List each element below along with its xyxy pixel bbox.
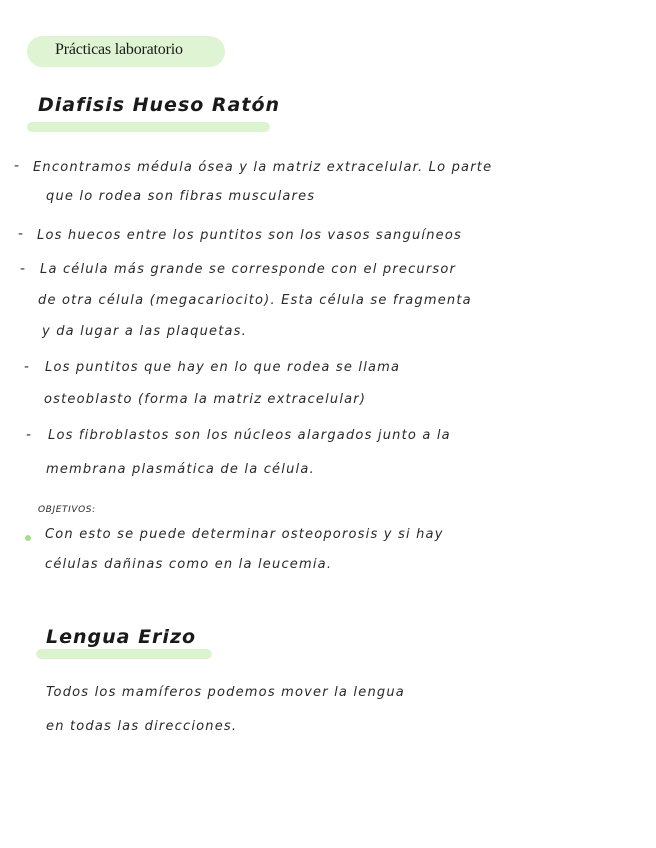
section1-heading: Diafisis Hueso Ratón	[38, 94, 281, 116]
bullet-marker: -	[24, 359, 30, 375]
section2-heading: Lengua Erizo	[46, 626, 197, 648]
note-line: Los huecos entre los puntitos son los vasos sanguíneos	[37, 228, 462, 243]
note-line: células dañinas como en la leucemia.	[45, 557, 333, 572]
note-line: que lo rodea son fibras musculares	[46, 189, 316, 204]
note-line: y da lugar a las plaquetas.	[42, 324, 247, 339]
note-line: Encontramos médula ósea y la matriz extracelular. Lo parte	[33, 160, 493, 175]
note-line: membrana plasmática de la célula.	[46, 462, 315, 477]
bullet-marker: -	[14, 158, 20, 174]
note-line: Los puntitos que hay en lo que rodea se llama	[45, 360, 401, 375]
objectives-label: OBJETIVOS:	[38, 505, 96, 515]
note-line: Con esto se puede determinar osteoporosis y si hay	[45, 527, 444, 542]
objectives-bullet-icon	[25, 535, 31, 541]
page-title: Prácticas laboratorio	[55, 41, 183, 58]
note-line: Todos los mamíferos podemos mover la lengua	[46, 685, 405, 700]
bullet-marker: -	[20, 261, 26, 277]
section2-highlight	[36, 649, 212, 659]
bullet-marker: -	[18, 226, 24, 242]
note-line: en todas las direcciones.	[46, 719, 238, 734]
note-line: osteoblasto (forma la matriz extracelular)	[44, 392, 367, 407]
section1-highlight	[27, 122, 270, 132]
note-line: Los fibroblastos son los núcleos alargados junto a la	[48, 428, 451, 443]
bullet-marker: -	[26, 427, 32, 443]
note-line: La célula más grande se corresponde con el precursor	[40, 262, 457, 277]
note-line: de otra célula (megacariocito). Esta célula se fragmenta	[38, 293, 472, 308]
